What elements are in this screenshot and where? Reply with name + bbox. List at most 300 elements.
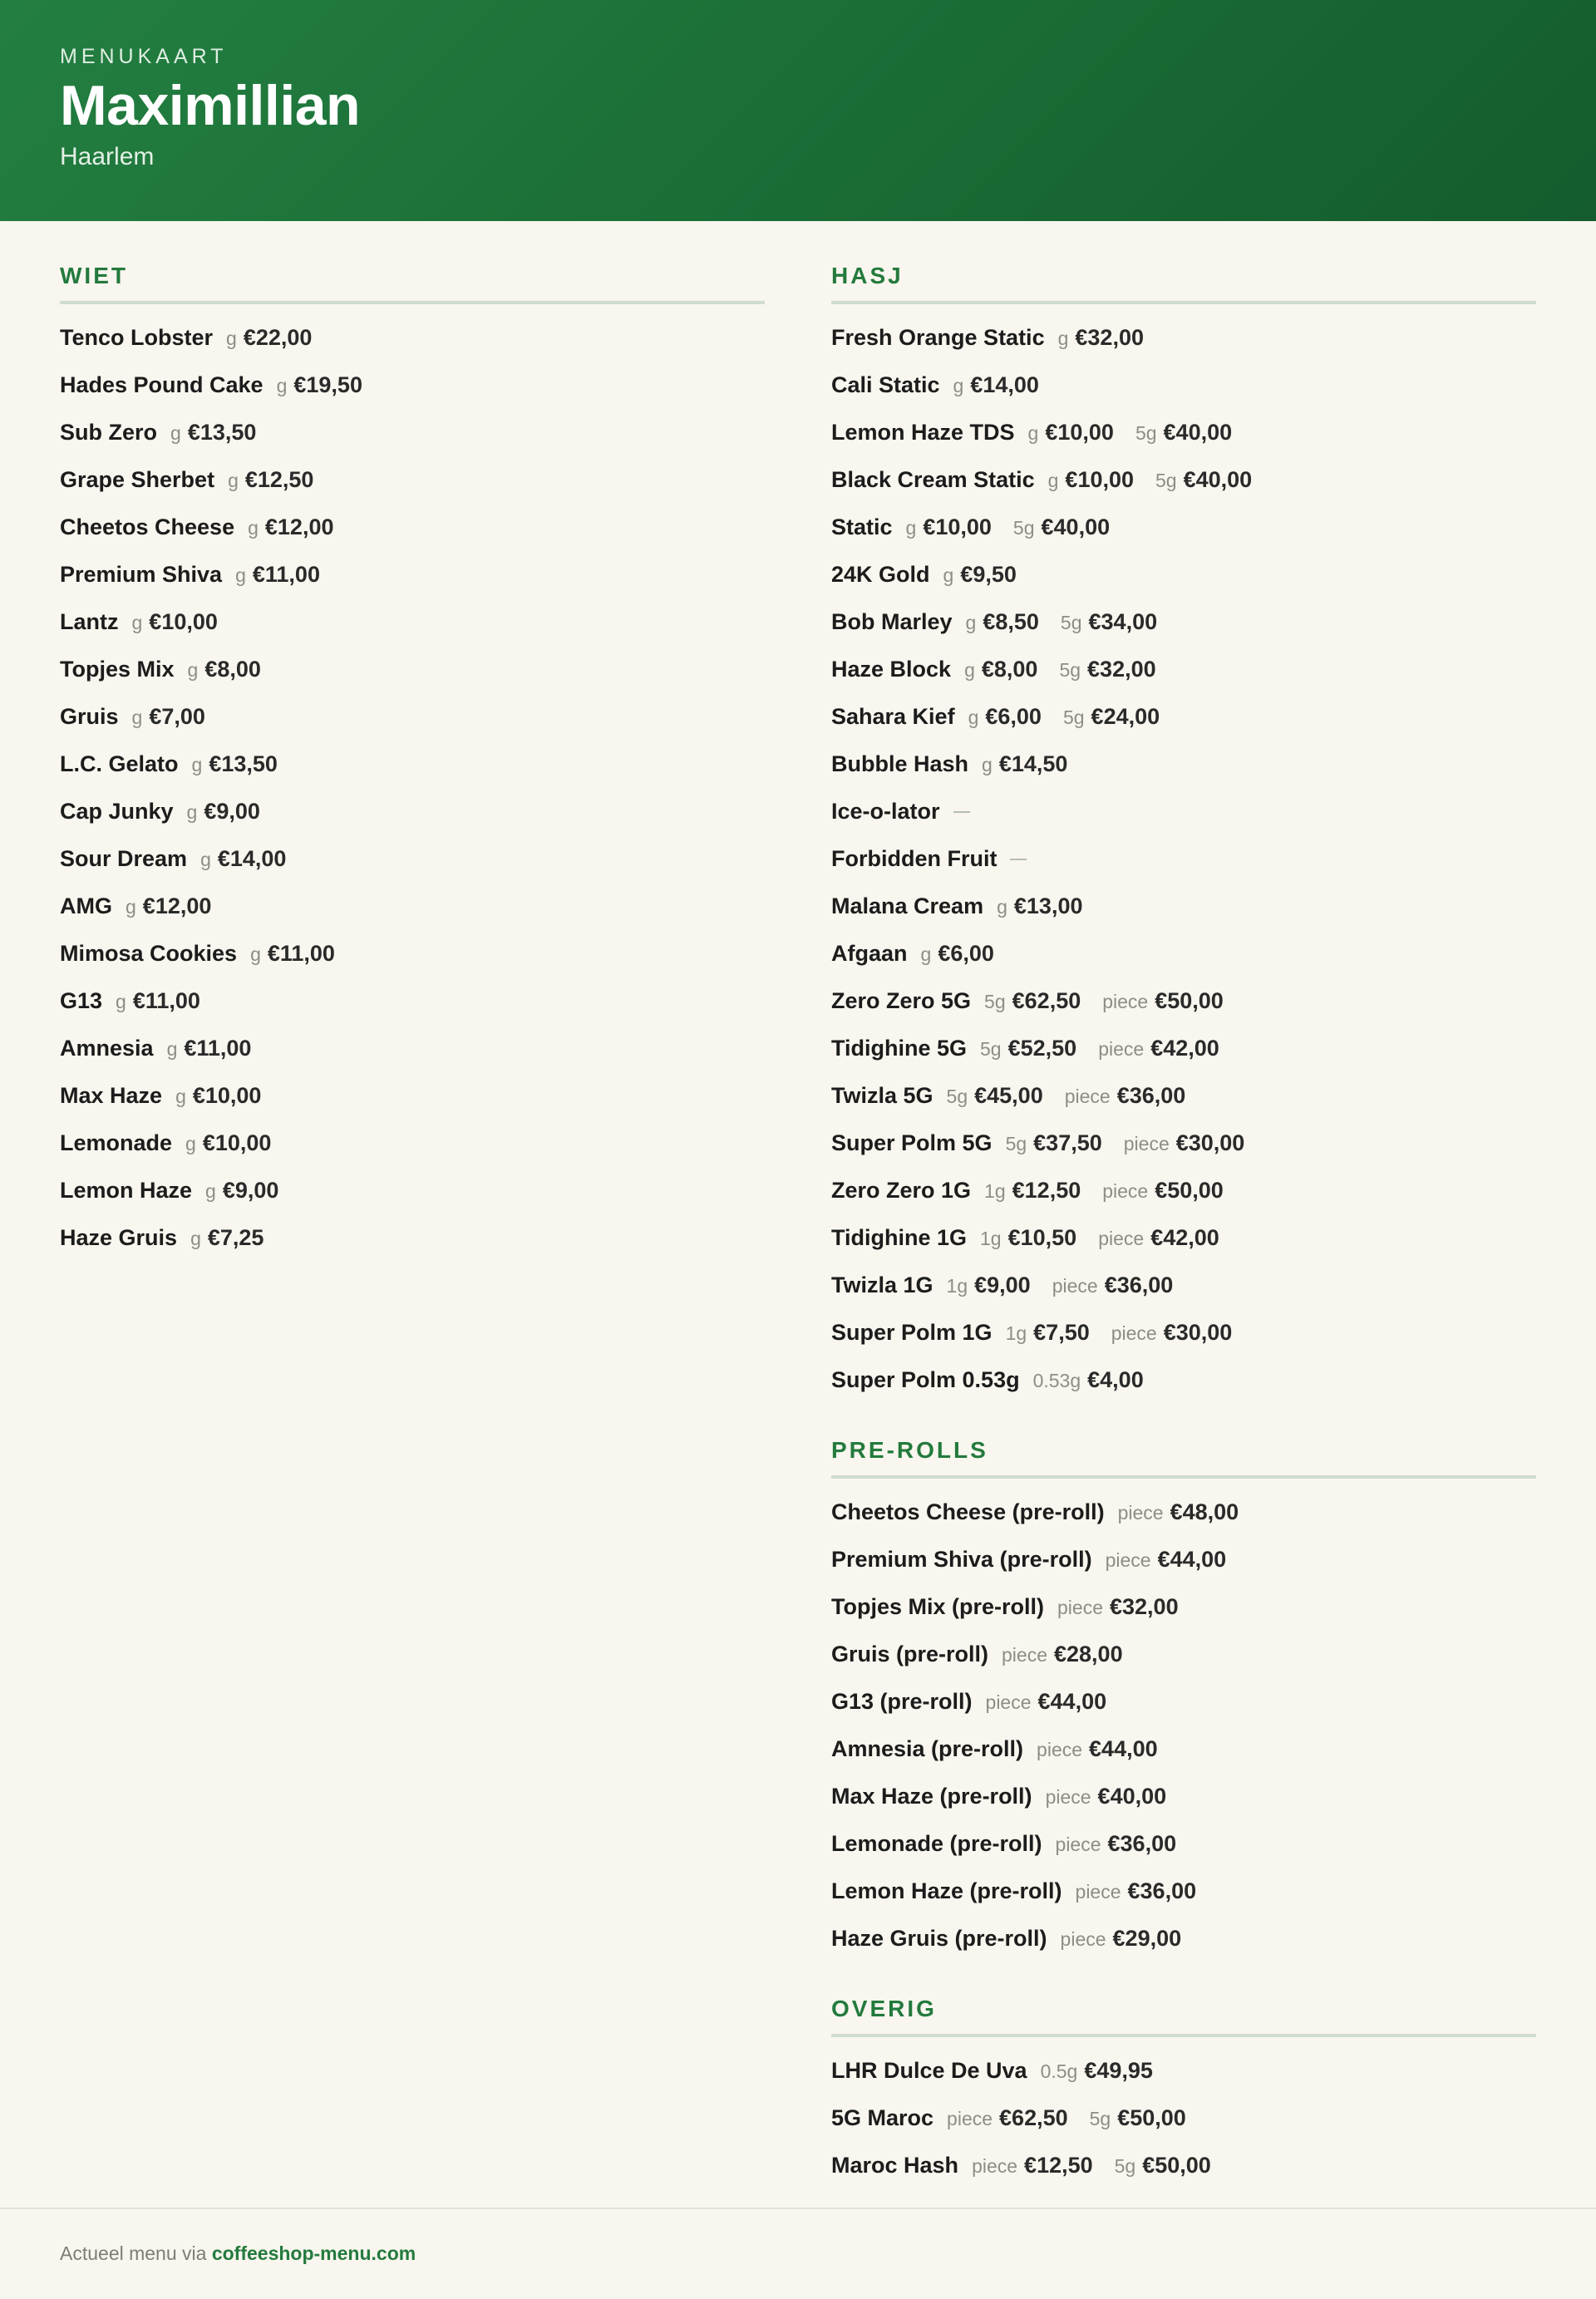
menu-item	[831, 1214, 1536, 1262]
price-unit: g	[964, 659, 975, 681]
item-name: Hades Pound Cake	[60, 372, 264, 397]
menu-item	[60, 646, 765, 693]
item-name: Ice-o-lator	[831, 799, 940, 824]
price-value: €11,00	[132, 988, 200, 1013]
price-unit: piece	[1075, 1881, 1121, 1903]
price-value: €10,00	[1045, 420, 1114, 445]
shop-city: Haarlem	[60, 143, 155, 170]
item-name: Mimosa Cookies	[60, 941, 238, 966]
item-name: Super Polm 5G	[831, 1130, 993, 1155]
price-value: €42,00	[1150, 1225, 1219, 1250]
price-value: €50,00	[1117, 2105, 1186, 2130]
price-group	[1118, 1499, 1239, 1525]
item-name: Static	[831, 514, 893, 539]
item-name: Topjes Mix	[60, 657, 175, 682]
price-group	[980, 1036, 1076, 1061]
price-unit: g	[250, 943, 261, 965]
menu-item	[60, 693, 765, 741]
menu-item	[831, 1725, 1536, 1773]
price-unit: g	[968, 706, 979, 728]
menu-item	[60, 788, 765, 835]
price-value: €13,50	[187, 420, 257, 445]
price-value: €40,00	[1097, 1784, 1167, 1809]
menu-item	[831, 1025, 1536, 1072]
price-unit: 5g	[1060, 612, 1082, 633]
price-unit: 5g	[1135, 422, 1157, 444]
menu-header	[0, 0, 1596, 221]
item-name: Haze Gruis	[60, 1225, 178, 1250]
price-value: €34,00	[1088, 609, 1158, 634]
item-name: 24K Gold	[831, 562, 930, 587]
price-value: €14,00	[970, 372, 1039, 397]
price-unit: g	[276, 375, 288, 396]
price-value: €45,00	[974, 1083, 1043, 1108]
price-group	[226, 325, 312, 351]
price-group	[1135, 420, 1232, 446]
price-group	[205, 1178, 278, 1204]
menu-item	[60, 409, 765, 456]
item-name: Sahara Kief	[831, 704, 955, 729]
item-name: Amnesia (pre-roll)	[831, 1736, 1024, 1761]
price-value: €50,00	[1155, 988, 1224, 1013]
menu-item	[60, 504, 765, 551]
price-value: €36,00	[1107, 1831, 1177, 1856]
price-group	[1065, 1083, 1186, 1109]
price-group	[1033, 1367, 1144, 1393]
section-title-prerolls: PRE-ROLLS	[831, 1437, 1536, 1479]
price-unit: g	[200, 849, 211, 870]
item-name: L.C. Gelato	[60, 751, 179, 776]
price-value: €19,50	[293, 372, 362, 397]
item-list-prerolls	[831, 1489, 1536, 1962]
price-unit: 5g	[1089, 2108, 1111, 2129]
price-group	[1155, 467, 1252, 493]
price-unit: piece	[1057, 1597, 1103, 1618]
price-value: €32,00	[1110, 1594, 1179, 1619]
price-value: €62,50	[1012, 988, 1081, 1013]
item-name: 5G Maroc	[831, 2105, 934, 2130]
price-value: €32,00	[1075, 325, 1144, 350]
menu-item	[60, 835, 765, 883]
price-group	[235, 562, 320, 588]
price-group	[968, 704, 1042, 730]
item-name: Fresh Orange Static	[831, 325, 1045, 350]
item-name: Zero Zero 1G	[831, 1178, 972, 1203]
price-unit: g	[126, 896, 136, 918]
price-group	[132, 704, 205, 730]
item-name: Max Haze	[60, 1083, 163, 1108]
price-unit: g	[191, 754, 203, 775]
menu-item	[831, 362, 1536, 409]
price-unit: 5g	[1062, 706, 1085, 728]
price-group	[1056, 1831, 1177, 1857]
menu-item	[831, 1678, 1536, 1725]
menu-item	[831, 1120, 1536, 1167]
price-unit: g	[1047, 470, 1059, 491]
item-name: Black Cream Static	[831, 467, 1035, 492]
menu-item	[831, 1167, 1536, 1214]
price-group	[1057, 1594, 1179, 1620]
price-unit: g	[982, 754, 993, 775]
price-unit: 1g	[1005, 1322, 1027, 1344]
item-name: Max Haze (pre-roll)	[831, 1784, 1032, 1809]
menu-eyebrow: MENUKAART	[60, 45, 228, 68]
item-name: Cheetos Cheese (pre-roll)	[831, 1499, 1105, 1524]
menu-item	[831, 409, 1536, 456]
item-name: Maroc Hash	[831, 2153, 959, 2178]
menu-item	[831, 1915, 1536, 1962]
price-group	[1115, 2153, 1211, 2178]
price-value: €12,00	[142, 894, 212, 918]
section-overig	[831, 1996, 1536, 2189]
item-name: Bob Marley	[831, 609, 953, 634]
menu-item	[831, 1820, 1536, 1868]
footer-text: Actueel menu via	[60, 2242, 212, 2264]
price-group	[192, 751, 278, 777]
price-unit: piece	[1098, 1038, 1145, 1060]
menu-item	[831, 977, 1536, 1025]
price-unit: piece	[1102, 991, 1149, 1012]
price-unit: g	[997, 896, 1007, 918]
menu-item	[831, 1868, 1536, 1915]
price-group	[1006, 1130, 1102, 1156]
price-unit: g	[166, 1038, 178, 1060]
price-unit: piece	[972, 2155, 1018, 2177]
item-list-overig	[831, 2047, 1536, 2189]
price-group	[1098, 1225, 1219, 1251]
price-unit: piece	[1052, 1275, 1098, 1297]
item-name: Super Polm 1G	[831, 1320, 993, 1345]
price-unit: piece	[985, 1691, 1032, 1713]
price-unit: piece	[1002, 1644, 1047, 1666]
shop-name: Maximillian	[60, 74, 361, 137]
price-group	[187, 799, 260, 825]
price-value: €11,00	[252, 562, 320, 587]
price-unit: g	[1057, 327, 1069, 349]
menu-item	[60, 362, 765, 409]
price-group	[175, 1083, 261, 1109]
price-group	[1041, 2058, 1153, 2084]
item-name: Lemon Haze (pre-roll)	[831, 1878, 1062, 1903]
price-group	[986, 1689, 1107, 1715]
price-group	[116, 988, 200, 1014]
unavailable-dash-icon	[953, 811, 970, 813]
item-name: AMG	[60, 894, 112, 918]
section-title-overig: OVERIG	[831, 1996, 1536, 2037]
footer	[0, 2208, 1596, 2299]
item-name: Tidighine 5G	[831, 1036, 968, 1061]
price-group	[1102, 1178, 1224, 1204]
price-value: €50,00	[1155, 1178, 1224, 1203]
price-group	[943, 562, 1017, 588]
menu-item	[831, 1489, 1536, 1536]
menu-item	[60, 977, 765, 1025]
menu-item	[831, 1773, 1536, 1820]
right-column	[831, 263, 1536, 2223]
price-value: €44,00	[1157, 1547, 1227, 1572]
price-value: €9,00	[204, 799, 260, 824]
price-value: €10,00	[202, 1130, 272, 1155]
menu-item	[831, 1309, 1536, 1356]
price-group	[984, 988, 1081, 1014]
price-value: €44,00	[1037, 1689, 1107, 1714]
item-name: Cali Static	[831, 372, 940, 397]
price-group	[1111, 1320, 1233, 1346]
item-name: Forbidden Fruit	[831, 846, 998, 871]
menu-item	[831, 741, 1536, 788]
item-name: Premium Shiva (pre-roll)	[831, 1547, 1092, 1572]
price-value: €14,00	[217, 846, 287, 871]
price-value: €40,00	[1183, 467, 1253, 492]
item-name: LHR Dulce De Uva	[831, 2058, 1027, 2083]
price-unit: 0.5g	[1040, 2060, 1078, 2082]
price-value: €28,00	[1054, 1642, 1123, 1666]
price-group	[1124, 1130, 1245, 1156]
price-group	[953, 372, 1039, 398]
price-value: €7,00	[149, 704, 205, 729]
price-unit: g	[228, 470, 239, 491]
price-unit: g	[905, 517, 917, 539]
unavailable-dash-icon	[1010, 859, 1027, 860]
item-name: Afgaan	[831, 941, 908, 966]
menu-item	[831, 1631, 1536, 1678]
price-group	[277, 372, 362, 398]
menu-item	[60, 741, 765, 788]
section-title-hasj: HASJ	[831, 263, 1536, 304]
price-unit: piece	[1102, 1180, 1149, 1202]
price-group	[947, 1083, 1043, 1109]
price-value: €30,00	[1175, 1130, 1245, 1155]
price-value: €10,00	[1065, 467, 1135, 492]
price-value: €29,00	[1112, 1926, 1182, 1951]
menu-item	[831, 1072, 1536, 1120]
price-group	[906, 514, 992, 540]
price-group	[984, 1178, 1081, 1204]
menu-item	[831, 2047, 1536, 2095]
price-unit: g	[1027, 422, 1039, 444]
item-name: Sub Zero	[60, 420, 158, 445]
price-unit: g	[170, 422, 181, 444]
price-group	[170, 420, 256, 446]
price-group	[132, 609, 218, 635]
price-value: €10,50	[1007, 1225, 1077, 1250]
price-unit: g	[131, 706, 143, 728]
price-unit: piece	[1064, 1086, 1111, 1107]
price-group	[980, 1225, 1076, 1251]
item-name: Twizla 1G	[831, 1273, 933, 1297]
price-unit: g	[920, 943, 932, 965]
price-value: €4,00	[1087, 1367, 1144, 1392]
item-list-wiet	[60, 314, 765, 1262]
price-group	[947, 1273, 1031, 1298]
price-unit: piece	[1037, 1739, 1083, 1760]
price-unit: piece	[1111, 1322, 1157, 1344]
menu-item	[831, 1583, 1536, 1631]
price-unit: piece	[1098, 1228, 1145, 1249]
item-name: Lemon Haze TDS	[831, 420, 1015, 445]
price-unit: g	[131, 612, 143, 633]
menu-item	[60, 883, 765, 930]
price-unit: g	[965, 612, 977, 633]
price-value: €7,50	[1033, 1320, 1090, 1345]
price-value: €10,00	[192, 1083, 262, 1108]
price-value: €12,50	[244, 467, 314, 492]
price-group	[167, 1036, 252, 1061]
left-column	[60, 263, 765, 1295]
price-group	[1013, 514, 1110, 540]
item-name: Super Polm 0.53g	[831, 1367, 1020, 1392]
price-group	[1106, 1547, 1227, 1573]
menu-item	[60, 930, 765, 977]
price-unit: piece	[1117, 1502, 1164, 1524]
price-group	[1059, 657, 1155, 682]
price-unit: g	[226, 327, 237, 349]
price-group	[1048, 467, 1134, 493]
item-name: Sour Dream	[60, 846, 188, 871]
item-name: Bubble Hash	[831, 751, 969, 776]
price-unit: g	[205, 1180, 216, 1202]
menu-item	[831, 456, 1536, 504]
price-group	[1061, 609, 1157, 635]
menu-item	[831, 693, 1536, 741]
price-group	[1002, 1642, 1123, 1667]
price-group	[1028, 420, 1114, 446]
price-value: €9,00	[974, 1273, 1031, 1297]
footer-line	[60, 2242, 416, 2265]
item-list-hasj	[831, 314, 1536, 1404]
price-value: €10,00	[149, 609, 218, 634]
price-unit: 1g	[946, 1275, 968, 1297]
item-name: Haze Block	[831, 657, 952, 682]
menu-item	[60, 598, 765, 646]
price-unit: 5g	[1012, 517, 1035, 539]
price-group	[1058, 325, 1144, 351]
menu-item	[831, 883, 1536, 930]
item-name: Amnesia	[60, 1036, 154, 1061]
price-group	[1046, 1784, 1167, 1809]
price-unit: g	[186, 801, 198, 823]
item-name: G13	[60, 988, 103, 1013]
item-name: Tenco Lobster	[60, 325, 214, 350]
section-wiet	[60, 263, 765, 1262]
price-value: €11,00	[267, 941, 335, 966]
menu-item	[60, 1120, 765, 1167]
price-value: €12,00	[264, 514, 334, 539]
menu-item	[831, 646, 1536, 693]
price-unit: 1g	[980, 1228, 1002, 1249]
price-unit: piece	[1055, 1834, 1101, 1855]
price-value: €42,00	[1150, 1036, 1219, 1061]
price-group	[966, 609, 1039, 635]
price-group	[190, 1225, 264, 1251]
price-value: €14,50	[998, 751, 1068, 776]
price-value: €12,50	[1012, 1178, 1081, 1203]
price-group	[250, 941, 335, 967]
price-value: €9,00	[222, 1178, 279, 1203]
section-hasj	[831, 263, 1536, 1404]
price-unit: 5g	[984, 991, 1006, 1012]
menu-item	[831, 788, 1536, 835]
price-unit: g	[943, 564, 954, 586]
price-group	[997, 894, 1082, 919]
item-name: Lemon Haze	[60, 1178, 193, 1203]
price-group	[947, 2105, 1068, 2131]
menu-item	[60, 551, 765, 598]
footer-link[interactable]: coffeeshop-menu.com	[211, 2242, 416, 2264]
price-value: €13,50	[209, 751, 278, 776]
item-name: Topjes Mix (pre-roll)	[831, 1594, 1045, 1619]
price-group	[1098, 1036, 1219, 1061]
menu-item	[831, 930, 1536, 977]
menu-item	[60, 314, 765, 362]
price-group	[185, 1130, 271, 1156]
item-name: G13 (pre-roll)	[831, 1689, 973, 1714]
item-name: Lantz	[60, 609, 119, 634]
price-value: €9,50	[960, 562, 1017, 587]
price-unit: 1g	[984, 1180, 1006, 1202]
price-group	[1006, 1320, 1090, 1346]
price-unit: 5g	[980, 1038, 1002, 1060]
price-group	[921, 941, 994, 967]
price-value: €36,00	[1104, 1273, 1174, 1297]
price-value: €6,00	[938, 941, 994, 966]
item-name: Zero Zero 5G	[831, 988, 972, 1013]
item-name: Grape Sherbet	[60, 467, 215, 492]
price-value: €22,00	[243, 325, 313, 350]
price-unit: g	[190, 1228, 201, 1249]
price-unit: 5g	[1059, 659, 1081, 681]
price-group	[1037, 1736, 1158, 1762]
menu-item	[831, 1536, 1536, 1583]
price-value: €8,50	[983, 609, 1039, 634]
price-group	[1061, 1926, 1182, 1952]
price-group	[1090, 2105, 1186, 2131]
price-unit: g	[187, 659, 199, 681]
price-value: €10,00	[923, 514, 992, 539]
item-name: Lemonade	[60, 1130, 173, 1155]
menu-item	[60, 1072, 765, 1120]
price-value: €40,00	[1163, 420, 1233, 445]
price-group	[982, 751, 1067, 777]
price-group	[188, 657, 261, 682]
item-name: Premium Shiva	[60, 562, 223, 587]
item-name: Haze Gruis (pre-roll)	[831, 1926, 1047, 1951]
price-unit: 5g	[946, 1086, 968, 1107]
price-value: €52,50	[1007, 1036, 1077, 1061]
menu-item	[831, 504, 1536, 551]
price-group	[1052, 1273, 1174, 1298]
menu-item	[60, 456, 765, 504]
price-unit: g	[185, 1133, 196, 1154]
price-value: €36,00	[1116, 1083, 1186, 1108]
price-group	[972, 2153, 1093, 2178]
price-value: €48,00	[1170, 1499, 1239, 1524]
item-name: Tidighine 1G	[831, 1225, 968, 1250]
menu-item	[831, 2095, 1536, 2142]
menu-item	[831, 1262, 1536, 1309]
item-name: Cheetos Cheese	[60, 514, 235, 539]
price-value: €49,95	[1084, 2058, 1153, 2083]
price-unit: 5g	[1005, 1133, 1027, 1154]
price-group	[1102, 988, 1224, 1014]
menu-item	[831, 314, 1536, 362]
item-name: Malana Cream	[831, 894, 984, 918]
price-value: €30,00	[1163, 1320, 1233, 1345]
price-unit: 5g	[1155, 470, 1177, 491]
price-unit: g	[248, 517, 259, 539]
price-unit: piece	[947, 2108, 993, 2129]
price-value: €7,25	[207, 1225, 264, 1250]
